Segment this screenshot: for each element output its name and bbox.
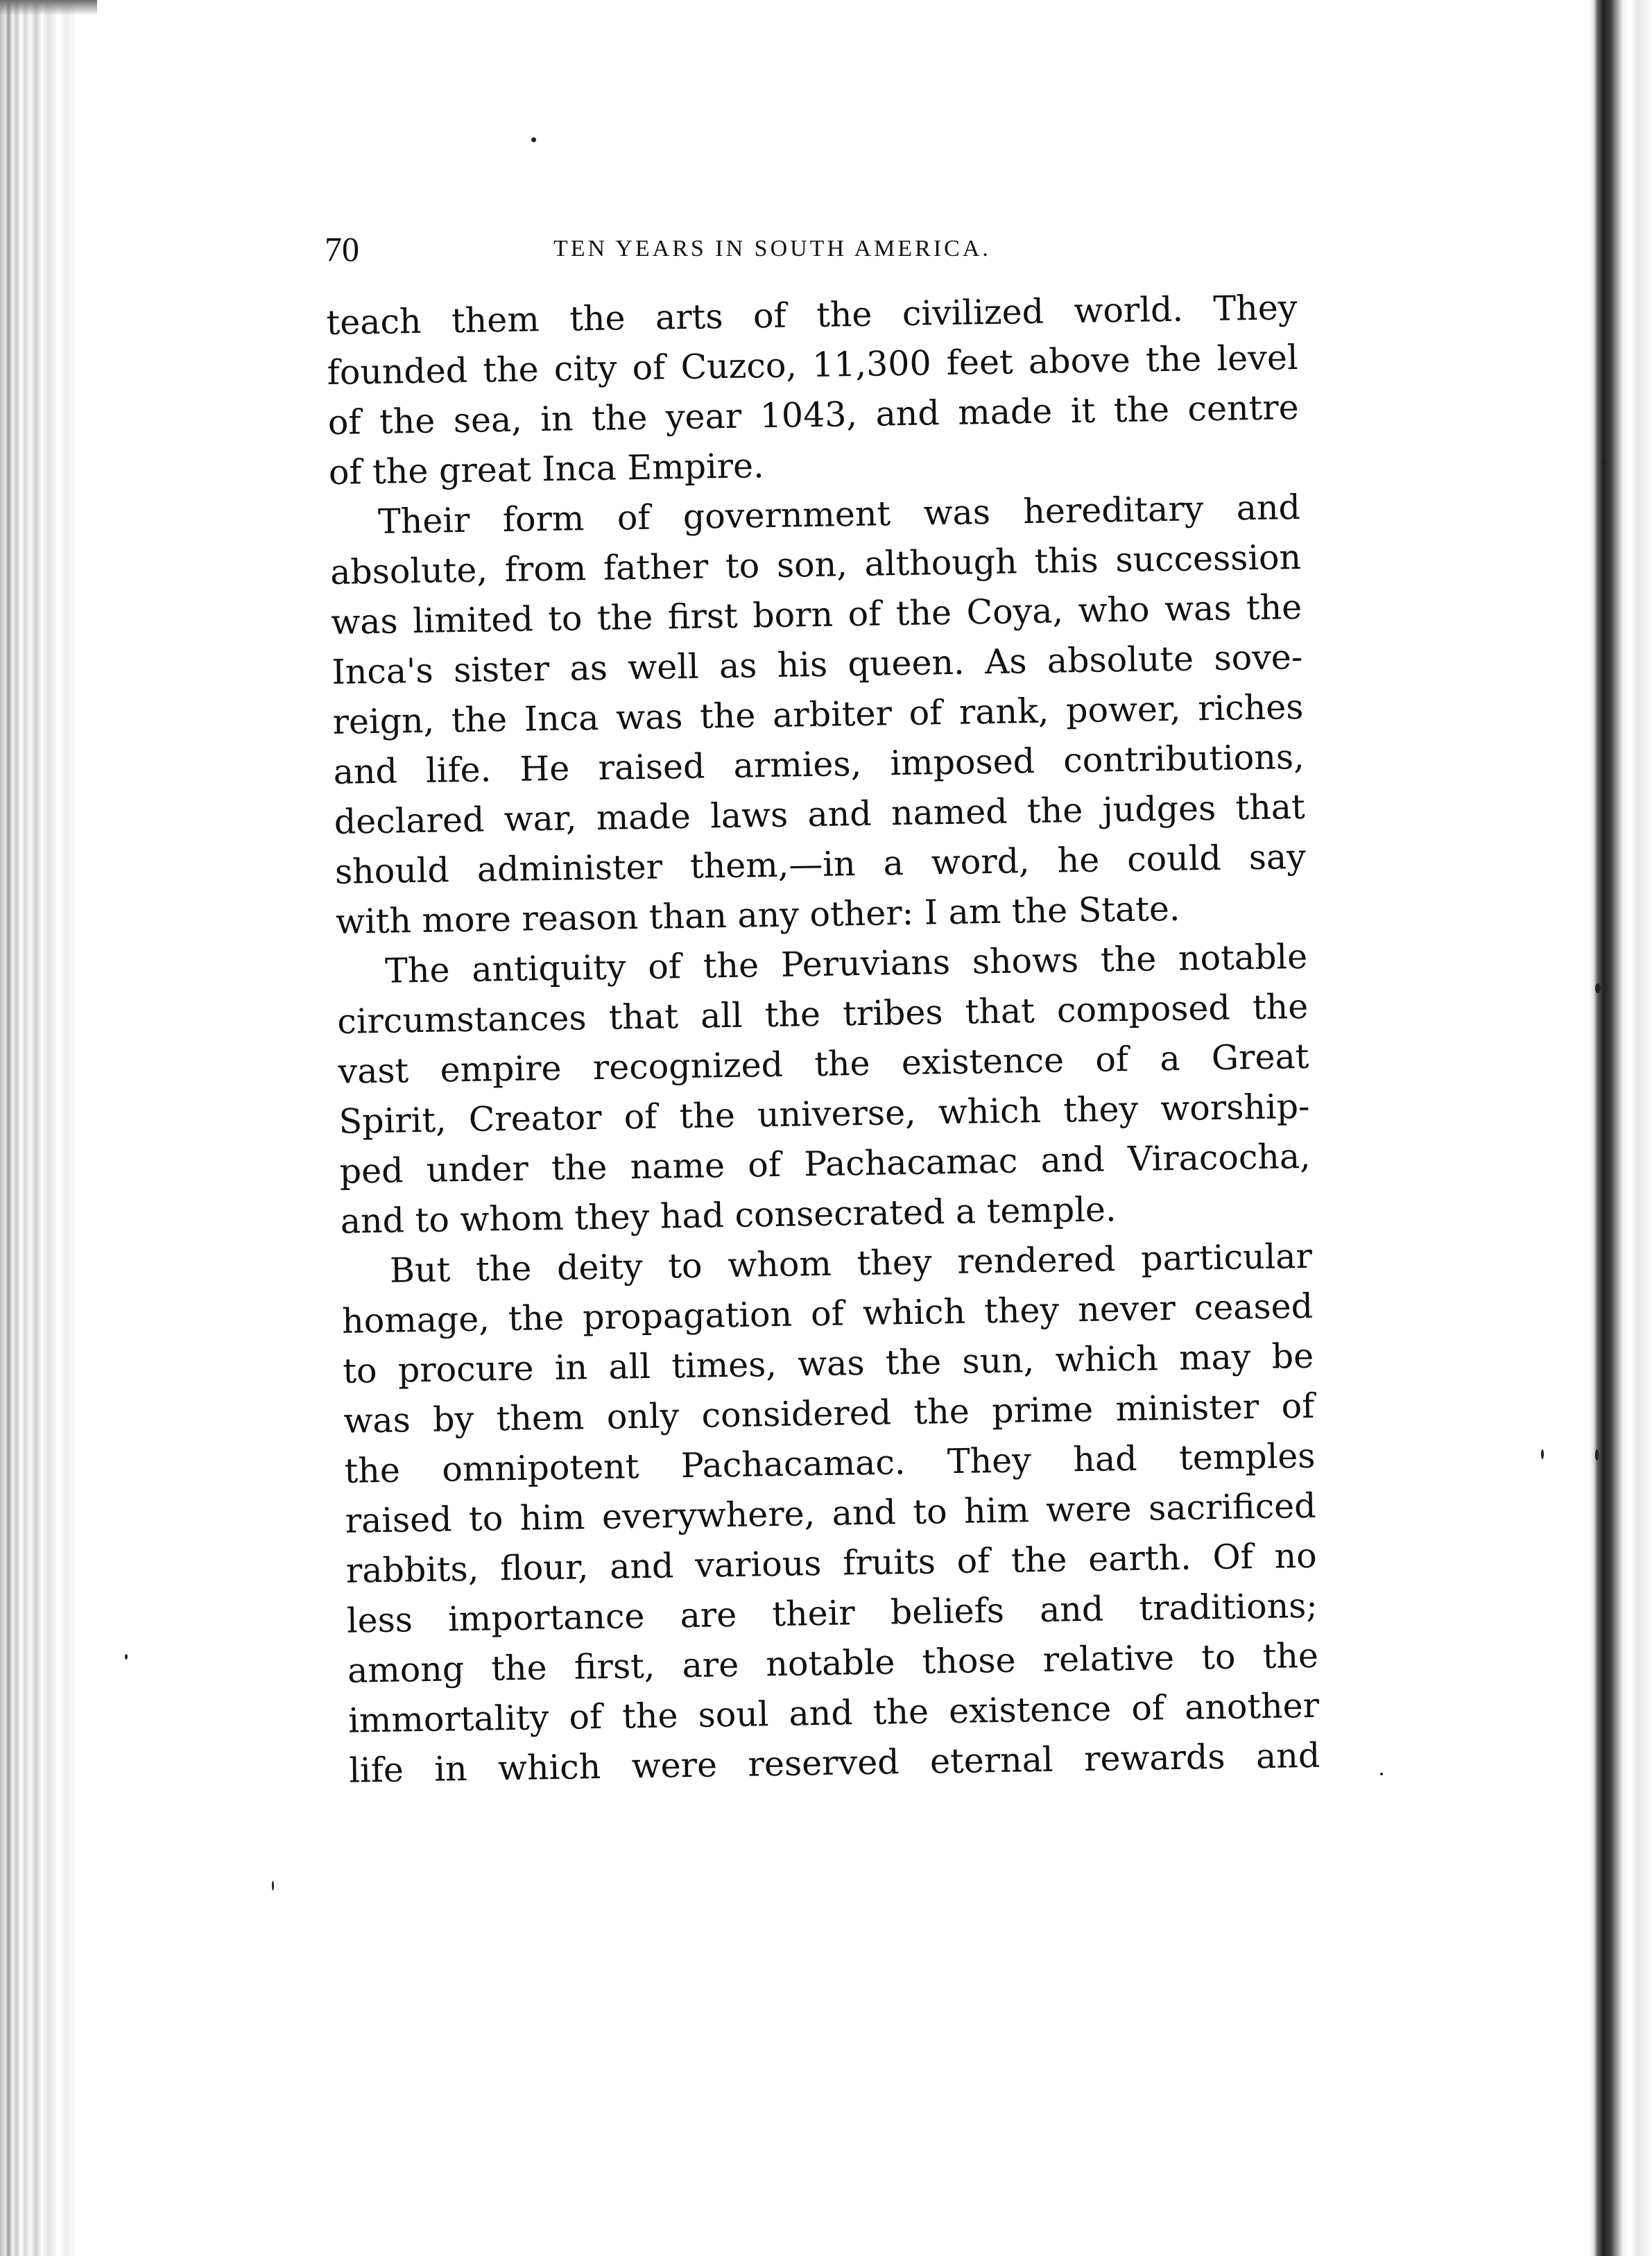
text-line: among the first, are notable those relative to the xyxy=(347,1635,1319,1691)
text-line: declared war, made laws and named the judges that xyxy=(334,786,1306,842)
text-line: teach them the arts of the civilized world. They xyxy=(326,288,1298,343)
text-line: absolute, from father to son, although this succession xyxy=(329,537,1302,592)
text-line: raised to him everywhere, and to him were sacrificed xyxy=(345,1486,1316,1541)
text-line: founded the city of Cuzco, 11,300 feet above the level xyxy=(327,338,1298,393)
text-line: and life. He raised armies, imposed contributions, xyxy=(333,737,1305,792)
text-line: of the great Inca Empire. xyxy=(328,446,765,492)
text-line: ped under the name of Pachacamac and Viracocha, xyxy=(339,1136,1311,1191)
text-line: was by them only considered the prime minister of xyxy=(343,1386,1315,1441)
speck xyxy=(1602,458,1606,466)
text-line: circumstances that all the tribes that composed the xyxy=(336,986,1309,1042)
text-line: vast empire recognized the existence of a Great xyxy=(338,1036,1309,1092)
text-line: The antiquity of the Peruvians shows the notable xyxy=(384,936,1308,991)
text-line: But the deity to whom they rendered particular xyxy=(389,1236,1313,1291)
top-left-shadow xyxy=(0,0,97,15)
text-line: of the sea, in the year 1043, and made it the centre xyxy=(327,387,1300,442)
text-line: Spirit, Creator of the universe, which they worship- xyxy=(338,1086,1310,1142)
paragraph xyxy=(326,283,1300,498)
text-line: rabbits, flour, and various fruits of the earth. Of no xyxy=(345,1535,1318,1591)
text-line: reign, the Inca was the arbiter of rank, power, riches xyxy=(332,687,1304,742)
text-line: Inca's sister as well as his queen. As absolute sove- xyxy=(332,637,1303,692)
text-line: life in which were reserved eternal rewards and xyxy=(348,1735,1320,1791)
speck xyxy=(1595,1449,1599,1461)
text-line: the omnipotent Pachacamac. They had temples xyxy=(344,1436,1316,1491)
right-page-edge xyxy=(1548,0,1652,2256)
text-line: homage, the propagation of which they never ceased xyxy=(341,1286,1314,1341)
paragraph xyxy=(329,483,1307,947)
speck xyxy=(1595,983,1601,993)
text-line: Their form of government was hereditary and xyxy=(377,487,1301,542)
speck xyxy=(272,1881,274,1891)
text-line: was limited to the first born of the Coya, who was the xyxy=(330,587,1302,642)
speck xyxy=(125,1654,128,1660)
text-line: to procure in all times, was the sun, which may be xyxy=(342,1336,1314,1391)
running-head: TEN YEARS IN SOUTH AMERICA. xyxy=(553,236,991,261)
text-line: should administer them,—in a word, he could say xyxy=(334,836,1307,892)
speck xyxy=(531,137,536,142)
text-line: and to whom they had consecrated a temple. xyxy=(340,1189,1117,1241)
paragraph xyxy=(341,1232,1320,1796)
text-line: less importance are their beliefs and traditions; xyxy=(346,1585,1318,1641)
page-header xyxy=(325,229,1296,277)
body-text xyxy=(326,283,1320,1796)
left-page-edges xyxy=(0,0,97,2256)
paragraph xyxy=(336,932,1312,1247)
speck xyxy=(1380,1773,1383,1775)
speck xyxy=(1541,1449,1544,1459)
page-number: 70 xyxy=(325,230,359,268)
text-line: with more reason than any other: I am the State. xyxy=(335,888,1180,942)
text-line: immortality of the soul and the existence of another xyxy=(347,1685,1320,1741)
